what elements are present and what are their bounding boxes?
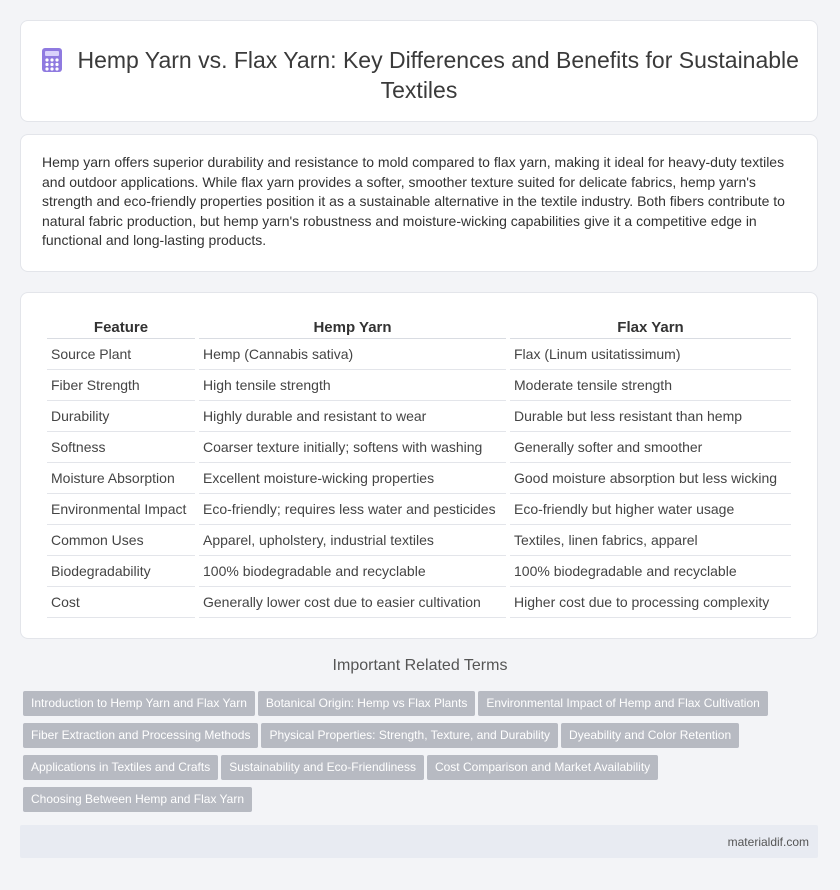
flax-cell: Textiles, linen fabrics, apparel bbox=[510, 525, 791, 556]
flax-cell: Higher cost due to processing complexity bbox=[510, 587, 791, 618]
title-card bbox=[20, 20, 818, 122]
flax-cell: Generally softer and smoother bbox=[510, 432, 791, 463]
feature-cell: Source Plant bbox=[47, 339, 195, 370]
related-term-tag[interactable]: Botanical Origin: Hemp vs Flax Plants bbox=[258, 691, 475, 716]
feature-cell: Environmental Impact bbox=[47, 494, 195, 525]
header-flax-yarn: Flax Yarn bbox=[510, 313, 791, 339]
footer-site-name[interactable]: materialdif.com bbox=[727, 835, 809, 849]
flax-cell: Moderate tensile strength bbox=[510, 370, 791, 401]
flax-cell: Good moisture absorption but less wicking bbox=[510, 463, 791, 494]
feature-cell: Biodegradability bbox=[47, 556, 195, 587]
flax-cell: Eco-friendly but higher water usage bbox=[510, 494, 791, 525]
header-hemp-yarn: Hemp Yarn bbox=[199, 313, 506, 339]
comparison-table-card bbox=[20, 292, 818, 639]
flax-cell: Durable but less resistant than hemp bbox=[510, 401, 791, 432]
table-row bbox=[47, 432, 791, 463]
related-terms-heading: Important Related Terms bbox=[332, 657, 508, 674]
table-row bbox=[47, 370, 791, 401]
calculator-icon bbox=[39, 47, 65, 73]
table-row bbox=[47, 587, 791, 618]
table-row bbox=[47, 525, 791, 556]
feature-cell: Durability bbox=[47, 401, 195, 432]
related-term-tag[interactable]: Sustainability and Eco-Friendliness bbox=[221, 755, 424, 780]
title-wrap bbox=[21, 21, 817, 105]
flax-cell: 100% biodegradable and recyclable bbox=[510, 556, 791, 587]
footer bbox=[20, 825, 818, 858]
table-header-row bbox=[47, 313, 791, 339]
hemp-cell: 100% biodegradable and recyclable bbox=[199, 556, 506, 587]
related-term-tag[interactable]: Choosing Between Hemp and Flax Yarn bbox=[23, 787, 252, 812]
related-term-tag[interactable]: Physical Properties: Strength, Texture, and Durability bbox=[261, 723, 558, 748]
hemp-cell: Coarser texture initially; softens with washing bbox=[199, 432, 506, 463]
table-row bbox=[47, 556, 791, 587]
hemp-cell: High tensile strength bbox=[199, 370, 506, 401]
hemp-cell: Eco-friendly; requires less water and pesticides bbox=[199, 494, 506, 525]
hemp-cell: Generally lower cost due to easier cultivation bbox=[199, 587, 506, 618]
feature-cell: Common Uses bbox=[47, 525, 195, 556]
related-term-tag[interactable]: Cost Comparison and Market Availability bbox=[427, 755, 658, 780]
hemp-cell: Excellent moisture-wicking properties bbox=[199, 463, 506, 494]
related-term-tag[interactable]: Fiber Extraction and Processing Methods bbox=[23, 723, 258, 748]
related-term-tag[interactable]: Introduction to Hemp Yarn and Flax Yarn bbox=[23, 691, 255, 716]
table-row bbox=[47, 463, 791, 494]
related-term-tag[interactable]: Dyeability and Color Retention bbox=[561, 723, 739, 748]
intro-paragraph: Hemp yarn offers superior durability and resistance to mold compared to flax yarn, making it ideal for heavy-duty textiles and outdoor applications. While flax yarn provides a softer, smoother texture suited for delicate fabrics, hemp yarn's strength and eco-friendly properties position it as a sustainable alternative in the textile industry. Both fibers contribute to natural fabric production, but hemp yarn's robustness and moisture-wicking capabilities give it a competitive edge in functional and long-lasting products. bbox=[42, 154, 785, 248]
feature-cell: Cost bbox=[47, 587, 195, 618]
hemp-cell: Apparel, upholstery, industrial textiles bbox=[199, 525, 506, 556]
hemp-cell: Hemp (Cannabis sativa) bbox=[199, 339, 506, 370]
header-feature: Feature bbox=[47, 313, 195, 339]
intro-card bbox=[20, 134, 818, 272]
related-terms-list bbox=[23, 691, 823, 819]
page-title: Hemp Yarn vs. Flax Yarn: Key Differences and Benefits for Sustainable Textiles bbox=[77, 47, 799, 103]
hemp-cell: Highly durable and resistant to wear bbox=[199, 401, 506, 432]
related-term-tag[interactable]: Environmental Impact of Hemp and Flax Cultivation bbox=[478, 691, 767, 716]
table-row bbox=[47, 494, 791, 525]
feature-cell: Moisture Absorption bbox=[47, 463, 195, 494]
comparison-table bbox=[43, 313, 795, 618]
feature-cell: Softness bbox=[47, 432, 195, 463]
feature-cell: Fiber Strength bbox=[47, 370, 195, 401]
related-term-tag[interactable]: Applications in Textiles and Crafts bbox=[23, 755, 218, 780]
table-row bbox=[47, 339, 791, 370]
table-row bbox=[47, 401, 791, 432]
flax-cell: Flax (Linum usitatissimum) bbox=[510, 339, 791, 370]
